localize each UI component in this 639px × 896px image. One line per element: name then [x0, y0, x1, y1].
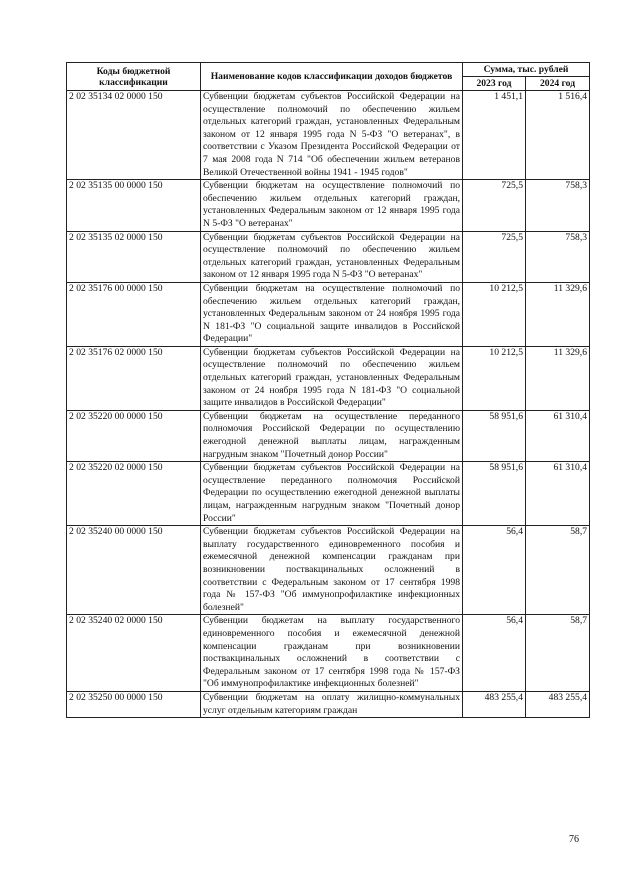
- header-name: Наименование кодов классификации доходов бюджетов: [201, 63, 463, 91]
- row-value-2023: 56,4: [463, 615, 526, 692]
- header-code: Коды бюджетной классификации: [67, 63, 201, 91]
- row-code: 2 02 35176 00 0000 150: [67, 282, 201, 346]
- row-code: 2 02 35134 02 0000 150: [67, 91, 201, 180]
- row-code: 2 02 35240 02 0000 150: [67, 615, 201, 692]
- row-code: 2 02 35220 02 0000 150: [67, 462, 201, 526]
- row-code: 2 02 35176 02 0000 150: [67, 346, 201, 410]
- page-number: 76: [569, 834, 579, 845]
- row-value-2023: 1 451,1: [463, 91, 526, 180]
- table-row: [67, 282, 590, 346]
- row-value-2023: 10 212,5: [463, 346, 526, 410]
- header-year-2024: 2024 год: [526, 77, 590, 91]
- header-year-2023: 2023 год: [463, 77, 526, 91]
- table-row: [67, 180, 590, 231]
- row-name: Субвенции бюджетам субъектов Российской Федерации на осуществление переданного полномочия Российской Федерации по осуществлению ежегодной денежной выплаты лицам, награжденным нагрудным знаком "Почетный донор России": [201, 462, 463, 526]
- row-value-2024: 758,3: [526, 231, 590, 282]
- row-code: 2 02 35250 00 0000 150: [67, 691, 201, 717]
- row-value-2023: 483 255,4: [463, 691, 526, 717]
- row-name: Субвенции бюджетам на осуществление полномочий по обеспечению жильем отдельных категорий граждан, установленных Федеральным законом от 12 января 1995 года N 5-ФЗ "О ветеранах": [201, 180, 463, 231]
- table-row: [67, 526, 590, 615]
- row-name: Субвенции бюджетам на осуществление переданного полномочия Российской Федерации по осуществлению ежегодной денежной выплаты лицам, награжденным нагрудным знаком "Почетный донор России": [201, 410, 463, 461]
- row-value-2024: 61 310,4: [526, 462, 590, 526]
- row-value-2024: 61 310,4: [526, 410, 590, 461]
- row-value-2024: 1 516,4: [526, 91, 590, 180]
- row-value-2023: 725,5: [463, 180, 526, 231]
- row-value-2024: 483 255,4: [526, 691, 590, 717]
- budget-revenue-table: [66, 62, 590, 718]
- row-value-2024: 11 329,6: [526, 346, 590, 410]
- table-row: [67, 91, 590, 180]
- row-value-2024: 758,3: [526, 180, 590, 231]
- row-code: 2 02 35135 02 0000 150: [67, 231, 201, 282]
- table-row: [67, 615, 590, 692]
- row-name: Субвенции бюджетам субъектов Российской Федерации на осуществление полномочий по обеспечению жильем отдельных категорий граждан, установленных Федеральным законом от 24 ноября 1995 года N 181-ФЗ "О социальной защите инвалидов в Российской Федерации": [201, 346, 463, 410]
- table-row: [67, 231, 590, 282]
- table-row: [67, 410, 590, 461]
- row-value-2024: 58,7: [526, 526, 590, 615]
- row-name: Субвенции бюджетам на осуществление полномочий по обеспечению жильем отдельных категорий граждан, установленных Федеральным законом от 24 ноября 1995 года N 181-ФЗ "О социальной защите инвалидов в Российской Федерации": [201, 282, 463, 346]
- row-value-2024: 11 329,6: [526, 282, 590, 346]
- row-code: 2 02 35220 00 0000 150: [67, 410, 201, 461]
- row-name: Субвенции бюджетам субъектов Российской Федерации на выплату государственного единовременного пособия и ежемесячной денежной компенсации гражданам при возникновении поствакцинальных осложнений в соответствии с Федеральным законом от 17 сентября 1998 года № 157-ФЗ "Об иммунопрофилактике инфекционных болезней": [201, 526, 463, 615]
- row-name: Субвенции бюджетам субъектов Российской Федерации на осуществление полномочий по обеспечению жильем отдельных категорий граждан, установленных Федеральным законом от 12 января 1995 года N 5-ФЗ "О ветеранах": [201, 231, 463, 282]
- row-value-2024: 58,7: [526, 615, 590, 692]
- header-sum: Сумма, тыс. рублей: [463, 63, 590, 77]
- table-header-row: [67, 63, 590, 77]
- row-name: Субвенции бюджетам на оплату жилищно-коммунальных услуг отдельным категориям граждан: [201, 691, 463, 717]
- row-value-2023: 56,4: [463, 526, 526, 615]
- row-code: 2 02 35240 00 0000 150: [67, 526, 201, 615]
- row-value-2023: 10 212,5: [463, 282, 526, 346]
- table-row: [67, 346, 590, 410]
- row-code: 2 02 35135 00 0000 150: [67, 180, 201, 231]
- table-row: [67, 691, 590, 717]
- row-name: Субвенции бюджетам субъектов Российской Федерации на осуществление полномочий по обеспечению жильем отдельных категорий граждан, установленных Федеральным законом от 12 января 1995 года N 5-ФЗ "О ветеранах", в соответствии с Указом Президента Российской Федерации от 7 мая 2008 года N 714 "Об обеспечении жильем ветеранов Великой Отечественной войны 1941 - 1945 годов": [201, 91, 463, 180]
- row-value-2023: 725,5: [463, 231, 526, 282]
- row-value-2023: 58 951,6: [463, 462, 526, 526]
- row-name: Субвенции бюджетам на выплату государственного единовременного пособия и ежемесячной денежной компенсации гражданам при возникновении поствакцинальных осложнений в соответствии с Федеральным законом от 17 сентября 1998 года № 157-ФЗ "Об иммунопрофилактике инфекционных болезней": [201, 615, 463, 692]
- table-row: [67, 462, 590, 526]
- row-value-2023: 58 951,6: [463, 410, 526, 461]
